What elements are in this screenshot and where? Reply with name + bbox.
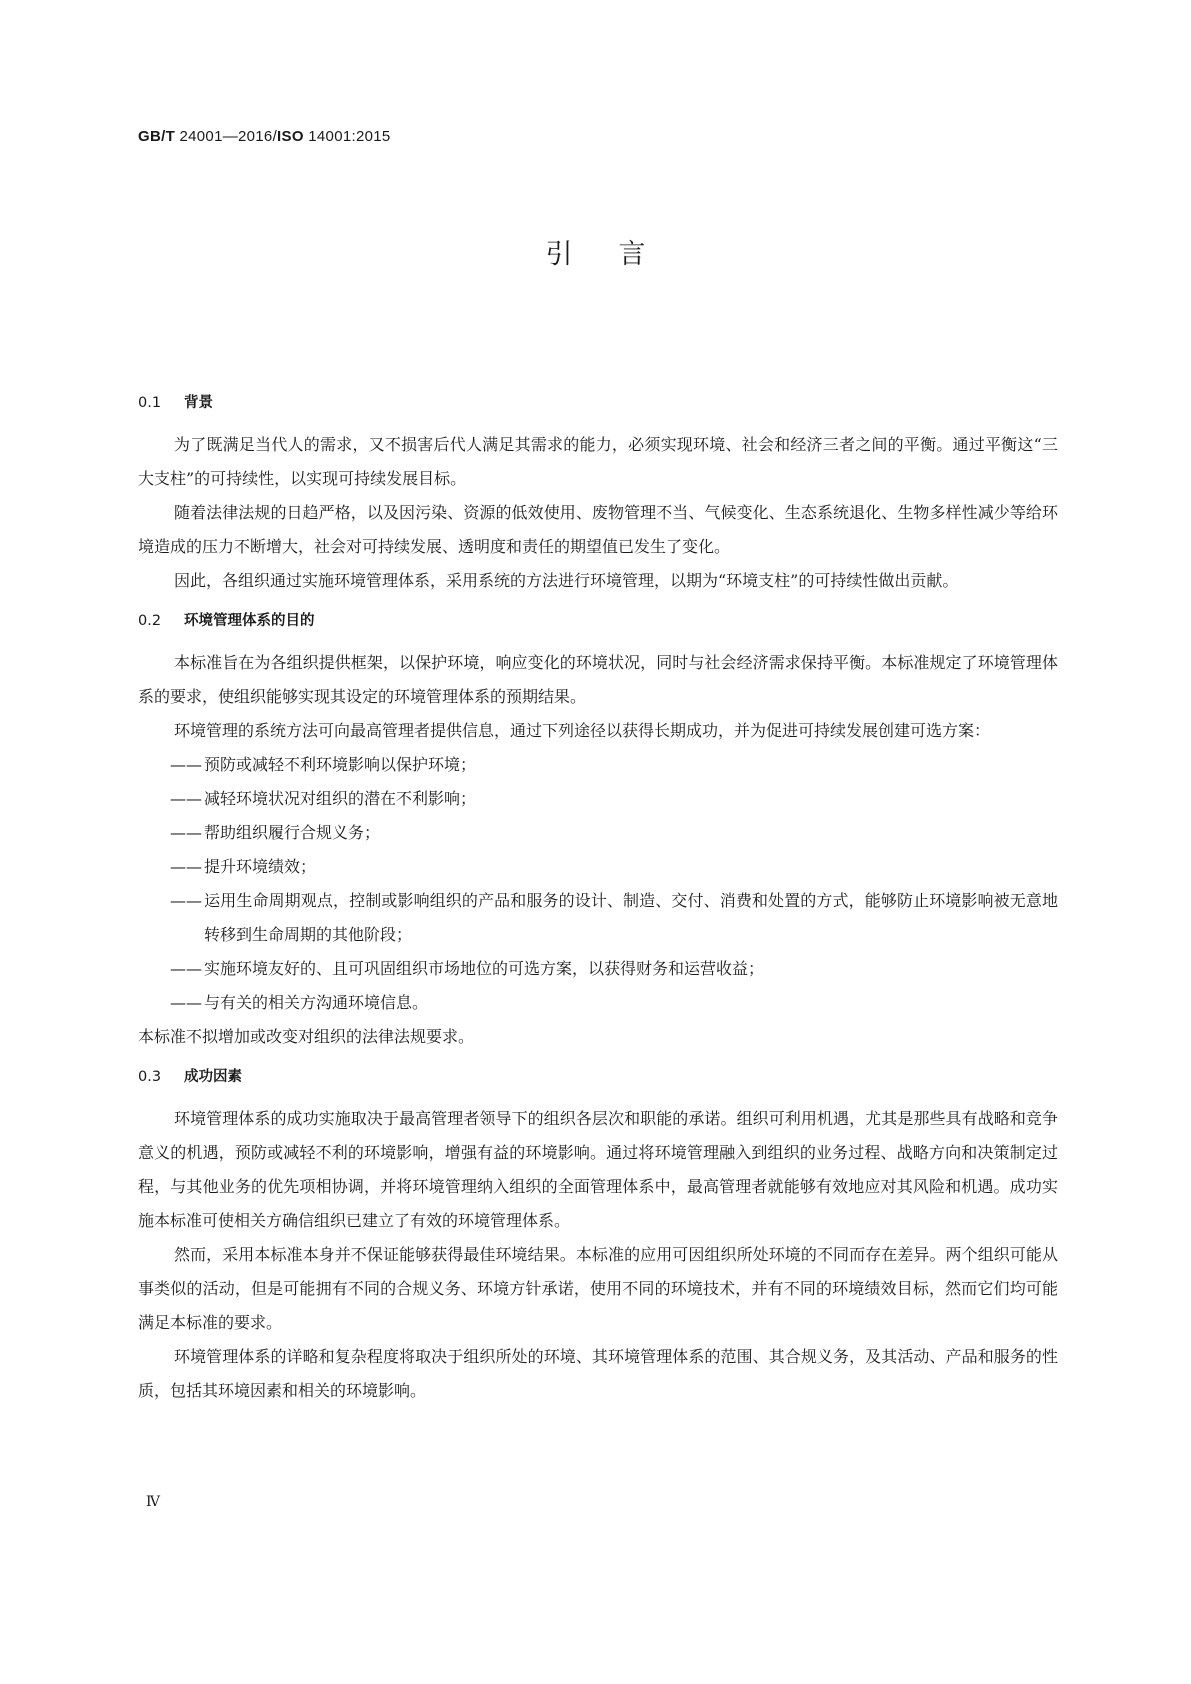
standard-header <box>138 128 391 145</box>
document-body <box>138 392 1058 1408</box>
list-item: —— 预防或减轻不利环境影响以保护环境； <box>138 748 1058 782</box>
paragraph: 然而，采用本标准本身并不保证能够获得最佳环境结果。本标准的应用可因组织所处环境的不同而存在差异。两个组织可能从事类似的活动，但是可能拥有不同的合规义务、环境方针承诺，使用不同的环境技术，并有不同的环境绩效目标，然而它们均可能满足本标准的要求。 <box>138 1245 1058 1332</box>
standard-number: 24001—2016/ <box>175 128 278 145</box>
benefits-list <box>138 748 1058 1020</box>
iso-prefix: ISO <box>277 128 304 145</box>
section-title: 背景 <box>184 395 213 411</box>
iso-number: 14001:2015 <box>303 128 391 145</box>
section-number: 0.2 <box>138 613 162 629</box>
paragraph: 本标准旨在为各组织提供框架，以保护环境，响应变化的环境状况，同时与社会经济需求保持平衡。本标准规定了环境管理体系的要求，使组织能够实现其设定的环境管理体系的预期结果。 <box>138 653 1058 706</box>
paragraph: 本标准不拟增加或改变对组织的法律法规要求。 <box>138 1027 475 1046</box>
paragraph: 环境管理体系的成功实施取决于最高管理者领导下的组织各层次和职能的承诺。组织可利用机遇，尤其是那些具有战略和竞争意义的机遇，预防或减轻不利的环境影响，增强有益的环境影响。通过将环境管理融入到组织的业务过程、战略方向和决策制定过程，与其他业务的优先项相协调，并将环境管理纳入组织的全面管理体系中，最高管理者就能够有效地应对其风险和机遇。成功实施本标准可使相关方确信组织已建立了有效的环境管理体系。 <box>138 1109 1058 1230</box>
section-number: 0.3 <box>138 1069 162 1085</box>
list-item: —— 与有关的相关方沟通环境信息。 <box>138 986 1058 1020</box>
section-title: 环境管理体系的目的 <box>184 613 315 629</box>
list-item: —— 提升环境绩效； <box>138 850 1058 884</box>
dash-marker: —— <box>170 823 202 842</box>
section-number: 0.1 <box>138 395 162 411</box>
list-item: —— 运用生命周期观点，控制或影响组织的产品和服务的设计、制造、交付、消费和处置的方式，能够防止环境影响被无意地转移到生命周期的其他阶段； <box>138 884 1058 952</box>
paragraph: 环境管理体系的详略和复杂程度将取决于组织所处的环境、其环境管理体系的范围、其合规义务，及其活动、产品和服务的性质，包括其环境因素和相关的环境影响。 <box>138 1347 1058 1400</box>
dash-marker: —— <box>170 891 202 910</box>
section-heading-success-factors <box>138 1066 1058 1088</box>
list-item: —— 减轻环境状况对组织的潜在不利影响； <box>138 782 1058 816</box>
dash-marker: —— <box>170 993 202 1012</box>
section-heading-background <box>138 392 1058 414</box>
dash-marker: —— <box>170 789 202 808</box>
section-heading-purpose <box>138 610 1058 632</box>
section-title: 成功因素 <box>184 1069 242 1085</box>
dash-marker: —— <box>170 959 202 978</box>
dash-marker: —— <box>170 755 202 774</box>
paragraph: 因此，各组织通过实施环境管理体系，采用系统的方法进行环境管理，以期为“环境支柱”的可持续性做出贡献。 <box>174 571 959 590</box>
page-number: Ⅳ <box>146 1494 160 1510</box>
paragraph: 为了既满足当代人的需求，又不损害后代人满足其需求的能力，必须实现环境、社会和经济三者之间的平衡。通过平衡这“三大支柱”的可持续性，以实现可持续发展目标。 <box>138 435 1058 488</box>
dash-marker: —— <box>170 857 202 876</box>
standard-prefix: GB/T <box>138 128 176 145</box>
list-item: —— 帮助组织履行合规义务； <box>138 816 1058 850</box>
paragraph: 随着法律法规的日趋严格，以及因污染、资源的低效使用、废物管理不当、气候变化、生态系统退化、生物多样性减少等给环境造成的压力不断增大，社会对可持续发展、透明度和责任的期望值已发生了变化。 <box>138 503 1058 556</box>
page-title: 引言 <box>545 239 692 270</box>
list-item: —— 实施环境友好的、且可巩固组织市场地位的可选方案，以获得财务和运营收益； <box>138 952 1058 986</box>
paragraph: 环境管理的系统方法可向最高管理者提供信息，通过下列途径以获得长期成功，并为促进可持续发展创建可选方案： <box>174 721 991 740</box>
